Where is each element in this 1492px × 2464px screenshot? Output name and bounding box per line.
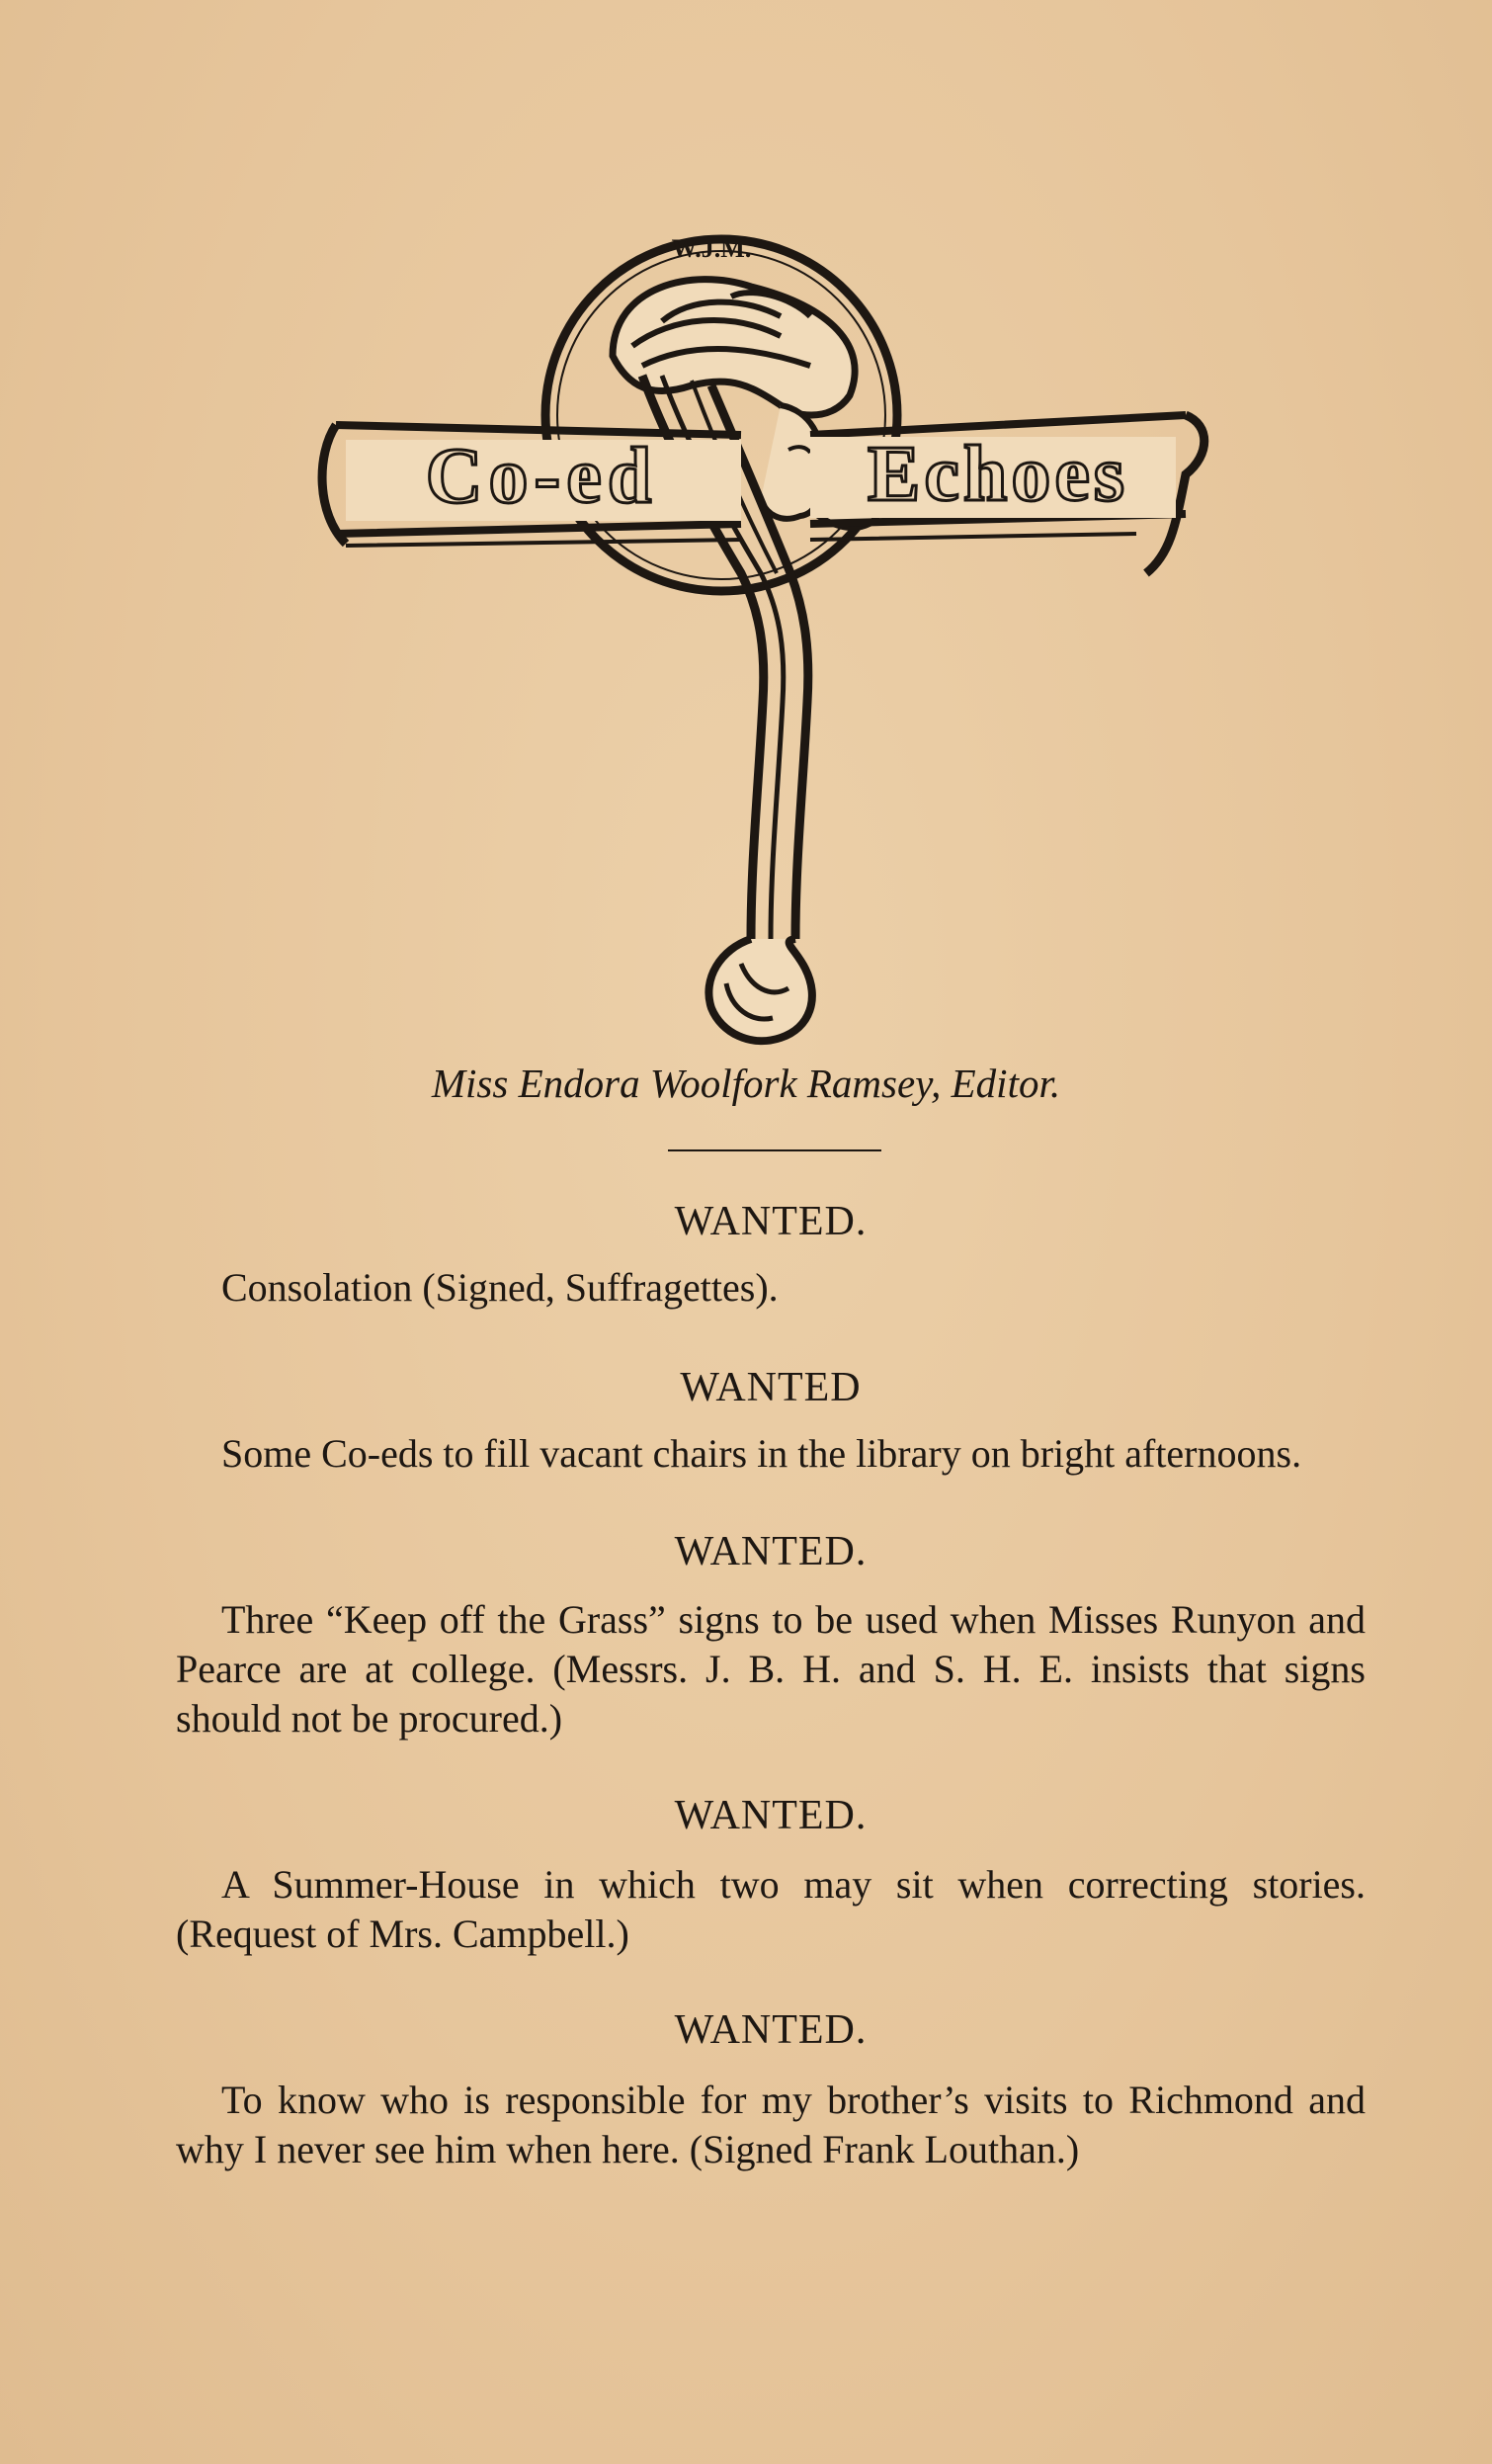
- wanted-heading-3: WANTED.: [674, 1529, 868, 1574]
- wanted-heading-2: WANTED: [680, 1365, 862, 1410]
- svg-text:Co-ed: Co-ed: [425, 433, 658, 520]
- wanted-text-3: Three “Keep off the Grass” signs to be used when Misses Runyon and Pearce are at college. (Messrs. J. B. H. and S. H. E. insists that signs should not be procured.): [176, 1597, 1366, 1741]
- wanted-heading-1: WANTED.: [674, 1199, 868, 1244]
- svg-text:Echoes: Echoes: [868, 431, 1128, 518]
- monogram-text: W.J.M.: [671, 234, 752, 263]
- divider: [668, 1149, 881, 1151]
- wanted-text-5: To know who is responsible for my brother’s visits to Richmond and why I never see him when here. (Signed Frank Louthan.): [176, 2078, 1366, 2171]
- wanted-text-4: A Summer-House in which two may sit when correcting stories. (Request of Mrs. Campbell.): [176, 1862, 1366, 1956]
- wanted-heading-5: WANTED.: [674, 2007, 868, 2053]
- wanted-text-2: Some Co-eds to fill vacant chairs in the library on bright afternoons.: [221, 1431, 1302, 1476]
- wanted-text-1: Consolation (Signed, Suffragettes).: [221, 1265, 779, 1310]
- wanted-heading-4: WANTED.: [674, 1793, 868, 1838]
- co-ed-echoes-logo: [316, 227, 1255, 1058]
- editor-caption: Miss Endora Woolfork Ramsey, Editor.: [431, 1061, 1061, 1106]
